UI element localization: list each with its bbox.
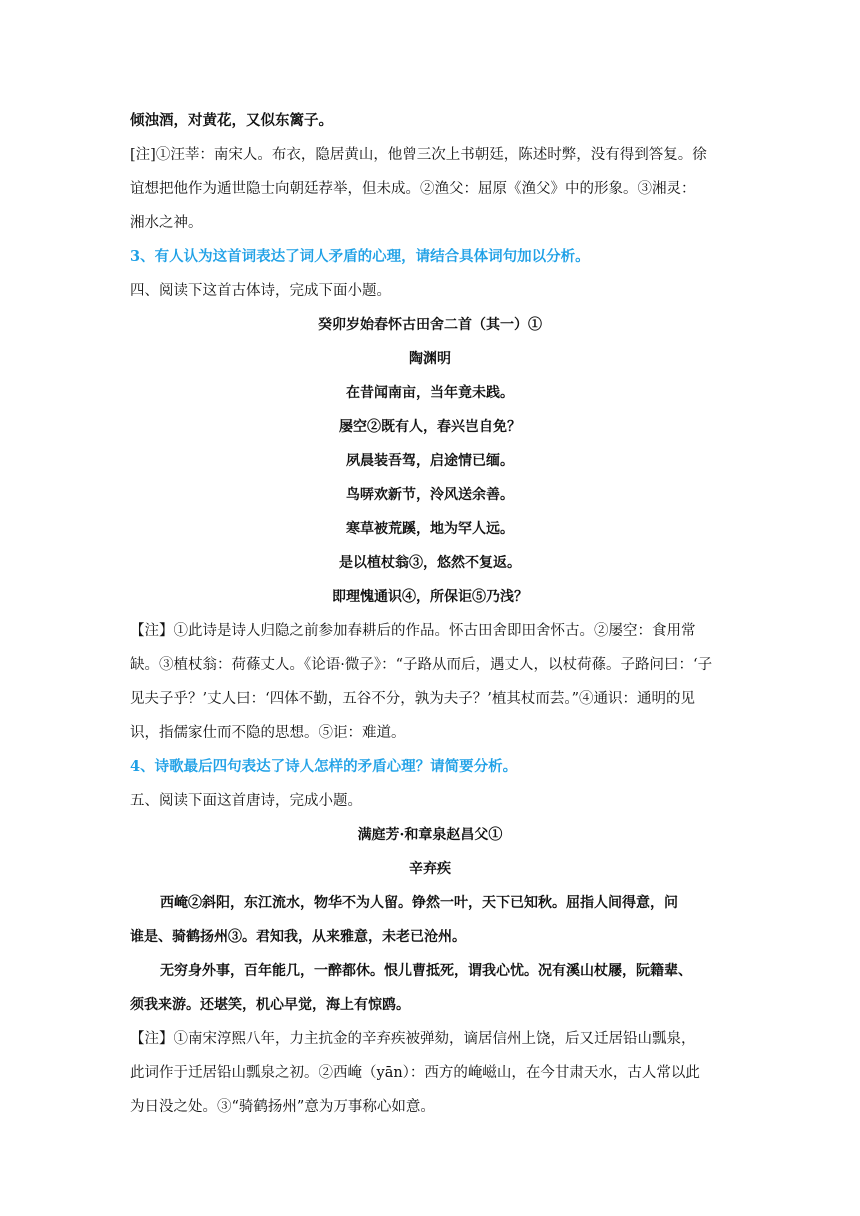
note-line: 缺。③植杖翁：荷蓧丈人。《论语·微子》：“子路从而后，遇丈人，以杖荷蓧。子路问曰：‘子 [130,657,713,673]
poem-tail-line: 倾浊酒，对黄花，又似东篱子。 [130,112,333,129]
poem-verse: 夙晨装吾驾，启途情已缅。 [346,453,514,469]
note-line: 谊想把他作为遁世隐士向朝廷荐举，但未成。②渔父：屈原《渔父》中的形象。③湘灵： [130,181,696,197]
section-5-heading: 五、阅读下面这首唐诗，完成小题。 [130,793,362,809]
poem-author: 辛弃疾 [409,861,451,877]
note-line: 湘水之神。 [130,215,203,231]
note-line: 此词作于迁居铅山瓢泉之初。②西崦（yān）：西方的崦嵫山，在今甘肃天水，古人常以此 [130,1065,700,1081]
poem-verse: 寒草被荒蹊，地为罕人远。 [346,521,514,537]
note-line: 【注】①南宋淳熙八年，力主抗金的辛弃疾被弹劾，谪居信州上饶，后又迁居铅山瓢泉， [130,1031,696,1047]
poem-body-line: 西崦②斜阳，东江流水，物华不为人留。铮然一叶，天下已知秋。屈指人间得意，问 [160,895,678,911]
poem-verse: 鸟哢欢新节，泠风送余善。 [346,487,514,503]
poem-author: 陶渊明 [409,351,451,367]
note-line: 见夫子乎？’丈人曰：‘四体不勤，五谷不分，孰为夫子？’植其杖而芸。”④通识：通明的见 [130,691,695,707]
poem-body-line: 谁是、骑鹤扬州③。君知我，从来雅意，未老已沧州。 [130,929,466,945]
question-4: 4、诗歌最后四句表达了诗人怎样的矛盾心理？请简要分析。 [130,758,518,775]
section-4-heading: 四、阅读下这首古体诗，完成下面小题。 [130,283,391,299]
note-line: 识，指儒家仕而不隐的思想。⑤讵：难道。 [130,725,406,741]
note-line: [注]①汪莘：南宋人。布衣，隐居黄山，他曾三次上书朝廷，陈述时弊，没有得到答复。徐 [130,147,707,163]
poem-title: 癸卯岁始春怀古田舍二首（其一）① [318,317,542,333]
poem-body-line: 须我来游。还堪笑，机心早觉，海上有惊鸥。 [130,997,410,1013]
note-line: 【注】①此诗是诗人归隐之前参加春耕后的作品。怀古田舍即田舍怀古。②屡空：食用常 [130,623,696,639]
poem-verse: 即理愧通识④，所保讵⑤乃浅？ [332,589,528,605]
poem-body-line: 无穷身外事，百年能几，一醉都休。恨儿曹抵死，谓我心忧。况有溪山杖屦，阮籍辈、 [160,963,692,979]
question-3: 3、有人认为这首词表达了词人矛盾的心理，请结合具体词句加以分析。 [130,248,590,265]
poem-verse: 屡空②既有人，春兴岂自免？ [339,419,521,435]
poem-verse: 是以植杖翁③，悠然不复返。 [339,555,521,571]
poem-title: 满庭芳·和章泉赵昌父① [357,827,503,843]
note-line: 为日没之处。③“骑鹤扬州”意为万事称心如意。 [130,1099,435,1115]
poem-verse: 在昔闻南亩，当年竟未践。 [346,385,514,401]
